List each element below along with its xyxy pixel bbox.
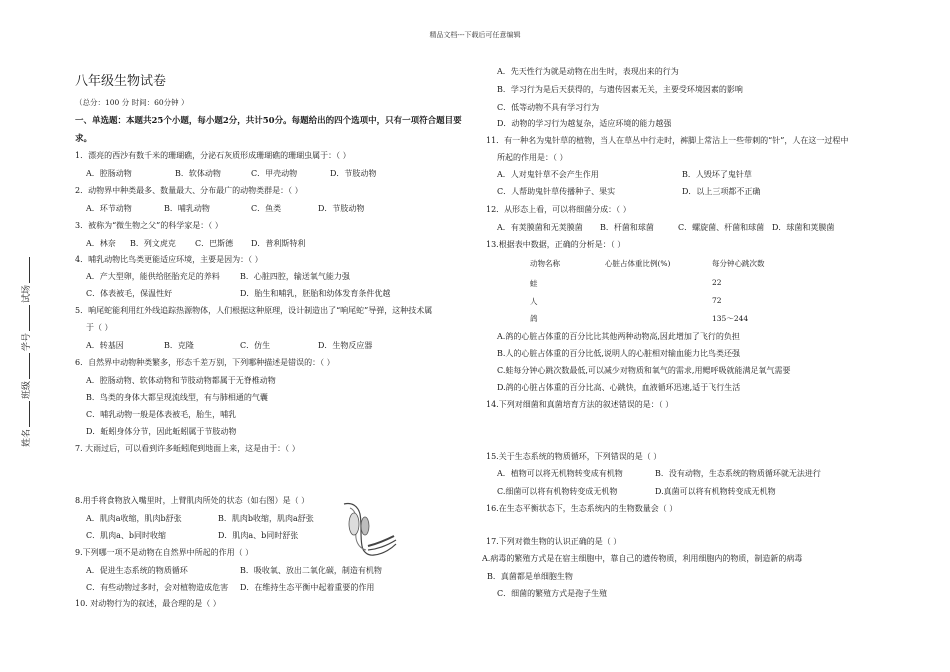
q4-option-a[interactable]: A．产大型卵，能供给胚胎充足的养料: [86, 272, 220, 281]
name-blank[interactable]: [20, 401, 30, 427]
arm-muscle-figure: [338, 500, 400, 558]
q17-option-c[interactable]: C．细菌的繁殖方式是孢子生殖: [497, 589, 608, 598]
q13-option-d[interactable]: D.鸽的心脏占体重的百分比高、心跳快，血液循环迅速,适于飞行生活: [497, 383, 741, 392]
question-5-line2: 于（ ）: [86, 323, 113, 332]
q2-option-b[interactable]: B．哺乳动物: [164, 204, 210, 213]
q2-option-c[interactable]: C．鱼类: [251, 204, 282, 213]
q8-option-a[interactable]: A．肌肉a收缩，肌肉b舒张: [86, 514, 182, 523]
q1-option-b[interactable]: B．软体动物: [175, 169, 221, 178]
q1-option-d[interactable]: D．节肢动物: [330, 169, 377, 178]
q1-option-a[interactable]: A．腔肠动物: [86, 169, 132, 178]
q10-option-b[interactable]: B．学习行为是后天获得的，与遗传因素无关，主要受环境因素的影响: [497, 85, 743, 94]
table-header-heart-rate: 每分钟心跳次数: [712, 259, 765, 268]
question-12: 12．从形态上看，可以将细菌分成：（ ）: [486, 205, 631, 214]
room-label: 试场: [21, 284, 32, 303]
question-4: 4．哺乳动物比鸟类更能适应环境，主要是因为：（ ）: [75, 255, 263, 264]
q10-option-a[interactable]: A．先天性行为就是动物在出生时，表现出来的行为: [497, 67, 679, 76]
q11-option-a[interactable]: A．人对鬼针草不会产生作用: [497, 170, 599, 179]
q3-option-a[interactable]: A．林奈: [86, 239, 116, 248]
q1-option-c[interactable]: C．甲壳动物: [251, 169, 298, 178]
q13-option-c[interactable]: C.蛙每分钟心跳次数最低,可以减少对物质和氧气的需求,用鳃呼吸就能满足氧气需要: [497, 366, 791, 375]
table-cell-rate: 72: [712, 296, 722, 305]
q10-option-c[interactable]: C．低等动物不具有学习行为: [497, 103, 600, 112]
q15-option-c[interactable]: C.细菌可以将有机物转变成无机物: [497, 487, 618, 496]
question-16: 16.在生态平衡状态下，生态系统内的生物数量会（ ）: [486, 504, 678, 513]
table-cell-rate: 22: [712, 278, 722, 287]
q6-option-c[interactable]: C．哺乳动物一般是体表被毛，胎生，哺乳: [86, 410, 237, 419]
q11-option-c[interactable]: C．人帮助鬼针草传播种子、果实: [497, 187, 616, 196]
question-14: 14.下列对细菌和真菌培育方法的叙述错误的是：（ ）: [486, 400, 674, 409]
question-8: 8.用手将食物放入嘴里时，上臂肌肉所处的状态（如右图）是（ ）: [75, 496, 310, 505]
question-11-line2: 所起的作用是：（ ）: [497, 153, 568, 162]
q11-option-d[interactable]: D．以上三项都不正确: [682, 187, 761, 196]
question-3: 3．被称为“微生物之父”的科学家是：（ ）: [75, 221, 223, 230]
question-2: 2．动物界中种类最多、数量最大、分布最广的动物类群是：（ ）: [75, 186, 303, 195]
question-9: 9.下列哪一项不是动物在自然界中所起的作用（ ）: [75, 548, 254, 557]
q5-option-a[interactable]: A．转基因: [86, 341, 124, 350]
q4-option-c[interactable]: C．体表被毛，保温性好: [86, 289, 173, 298]
q3-option-c[interactable]: C．巴斯德: [195, 239, 234, 248]
q4-option-b[interactable]: B．心脏四腔，输送氧气能力强: [240, 272, 350, 281]
q11-option-b[interactable]: B．人毁坏了鬼针草: [682, 170, 752, 179]
question-15: 15.关于生态系统的物质循环，下列错误的是（ ）: [486, 452, 662, 461]
q12-option-a[interactable]: A．有荚膜菌和无荚膜菌: [497, 223, 583, 232]
q8-option-c[interactable]: C．肌肉a、b同时收缩: [86, 531, 167, 540]
section-heading-line1: 一、单选题：本题共25个小题，每小题2分，共计50分。每题给出的四个选项中，只有一项符合题目要: [75, 116, 462, 126]
table-header-animal: 动物名称: [530, 259, 560, 268]
q17-option-b[interactable]: B．真菌都是单细胞生物: [487, 572, 573, 581]
q10-option-d[interactable]: D．动物的学习行为越复杂，适应环境的能力越强: [497, 119, 672, 128]
room-blank[interactable]: [20, 257, 30, 283]
q3-option-d[interactable]: D．普利斯特利: [251, 239, 306, 248]
q12-option-b[interactable]: B．杆菌和球菌: [600, 223, 654, 232]
section-heading-line2: 求。: [75, 134, 93, 144]
q8-option-b[interactable]: B．肌肉b收缩，肌肉a舒张: [218, 514, 314, 523]
table-header-heart-ratio: 心脏占体重比例(%): [605, 259, 671, 268]
q4-option-d[interactable]: D．胎生和哺乳，胚胎和幼体发育条件优越: [240, 289, 391, 298]
q15-option-a[interactable]: A．植物可以将无机物转变成有机物: [497, 469, 623, 478]
exam-title: 八年级生物试卷: [75, 74, 167, 89]
q9-option-a[interactable]: A．促进生态系统的物质循环: [86, 566, 188, 575]
class-blank[interactable]: [20, 353, 30, 379]
q6-option-b[interactable]: B．鸟类的身体大都呈现流线型，有与肺相通的气囊: [86, 393, 268, 402]
q15-option-d[interactable]: D.真菌可以将有机物转变成无机物: [655, 487, 776, 496]
q13-option-b[interactable]: B.人的心脏占体重的百分比低,说明人的心脏相对输血能力比鸟类还强: [497, 349, 740, 358]
question-11-line1: 11．有一种名为鬼针草的植物，当人在草丛中行走时，裤脚上常沾上一些带刺的“针”，人在这一过程中: [486, 136, 849, 145]
class-label: 班级: [21, 381, 32, 400]
q5-option-c[interactable]: C．仿生: [240, 341, 271, 350]
q17-option-a[interactable]: A.病毒的繁殖方式是在宿主细胞中，靠自己的遗传物质，利用细胞内的物质，制造新的病毒: [482, 554, 803, 563]
q9-option-b[interactable]: B．吸收氧、放出二氧化碳，制造有机物: [240, 566, 382, 575]
question-7: 7. 大雨过后，可以看到许多蚯蚓爬到地面上来，这是由于：（ ）: [75, 444, 300, 453]
q2-option-d[interactable]: D．节肢动物: [318, 204, 365, 213]
question-10: 10. 对动物行为的叙述，最合理的是（ ）: [75, 599, 221, 608]
q5-option-b[interactable]: B．克隆: [164, 341, 194, 350]
table-cell-animal: 蛙: [530, 279, 538, 288]
table-cell-animal: 人: [530, 297, 538, 306]
question-5-line1: 5．响尾蛇能利用红外线追踪热源物体，人们根据这种原理，设计制造出了“响尾蛇”导弹，这种技术属: [75, 306, 433, 315]
q5-option-d[interactable]: D．生物反应器: [318, 341, 373, 350]
q9-option-d[interactable]: D．在维持生态平衡中起着重要的作用: [240, 583, 375, 592]
question-6: 6．自然界中动物种类繁多，形态千差万别，下列哪种描述是错误的：（ ）: [75, 358, 335, 367]
page-header: 精品文档---下载后可任意编辑: [429, 31, 521, 39]
q13-option-a[interactable]: A.鸽的心脏占体重的百分比比其他两种动物高,因此增加了飞行的负担: [497, 332, 740, 341]
seat-label: 学号: [21, 332, 32, 351]
table-cell-animal: 鸽: [530, 314, 538, 323]
q8-option-d[interactable]: D．肌肉a、b同时舒张: [218, 531, 299, 540]
question-13: 13.根据表中数据，正确的分析是：（ ）: [486, 240, 626, 249]
q3-option-b[interactable]: B．列文虎克: [130, 239, 176, 248]
question-17: 17.下列对微生物的认识正确的是（ ）: [486, 537, 622, 546]
name-label: 姓名: [21, 429, 32, 448]
question-1: 1．漂亮的西沙有数千米的珊瑚礁，分泌石灰质形成珊瑚礁的珊瑚虫属于：（ ）: [75, 151, 351, 160]
seat-blank[interactable]: [20, 305, 30, 331]
q6-option-d[interactable]: D．蚯蚓身体分节，因此蚯蚓属于节肢动物: [86, 427, 237, 436]
table-cell-rate: 135～244: [712, 314, 749, 323]
exam-meta: （总分：100 分 时间：60分钟 ）: [75, 98, 189, 107]
q9-option-c[interactable]: C．有些动物过多时，会对植物造成危害: [86, 583, 229, 592]
q12-option-d[interactable]: D．球菌和荚膜菌: [772, 223, 835, 232]
q15-option-b[interactable]: B．没有动物，生态系统的物质循环就无法进行: [655, 469, 821, 478]
q6-option-a[interactable]: A．腔肠动物、软体动物和节肢动物都属于无脊椎动物: [86, 376, 276, 385]
q2-option-a[interactable]: A．环节动物: [86, 204, 132, 213]
q12-option-c[interactable]: C．螺旋菌、杆菌和球菌: [678, 223, 765, 232]
student-info-sidebar: [18, 232, 32, 472]
